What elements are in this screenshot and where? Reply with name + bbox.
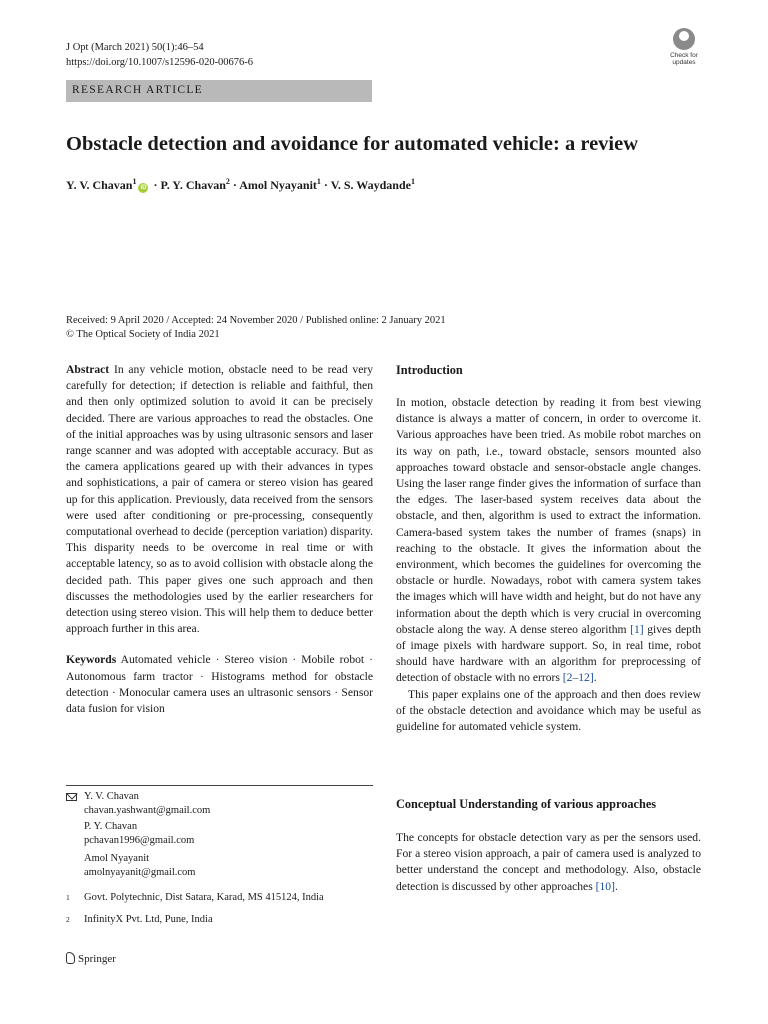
author-list: Y. V. Chavan$^1$iD · P. Y. Chavan$^2$ · Amol Nyayanit$^1$ · V. S. Waydande$^1$ bbox=[66, 177, 415, 192]
history-line: Received: 9 April 2020 / Accepted: 24 November 2020 / Published online: 2 January 2021 bbox=[66, 315, 446, 326]
keywords-label: Keywords bbox=[66, 653, 117, 667]
citation-link[interactable]: [1] bbox=[630, 622, 644, 636]
affiliation: 2 InfinityX Pvt. Ltd, Pune, India bbox=[66, 914, 213, 925]
abstract-text: In any vehicle motion, obstacle need to be read very carefully for detection; if detection is reliable and faithful, then and then only optimized solution to avoid it can be precisely decided. There are various approaches to read the obstacles. One of the initial approaches was by using ultrasonic sensors and laser range scanner and was adopted with acceptable accuracy. But as the camera applications geared up with their advances in types and sophistications, a pair of camera or stereo vision has geared up for this application. Previously, data received from the sensors were used after conditioning or pre-processing, consequently computational overhead to decide (perception variation) disparity. This disparity needs to be overcome in real time or with acceptable latency, so as to avoid collision with obstacle along the decided path. This paper gives one such approach and then discusses the methodologies used by the earlier researchers for detection using stereo vision. This will help them to deduce better approach further in this area. bbox=[66, 363, 373, 636]
citation-link[interactable]: [10] bbox=[595, 879, 615, 893]
crossmark-icon bbox=[673, 28, 695, 50]
keywords-text: Automated vehicle · Stereo vision · Mobile robot · Autonomous farm tractor · Histograms method for obstacle detection · Monocular camera uses an ultrasonic sensors · Sensor data fusion for vision bbox=[66, 653, 374, 716]
envelope-icon bbox=[66, 793, 77, 801]
citation-link[interactable]: [2–12] bbox=[562, 671, 594, 685]
author-contact: Y. V. Chavan chavan.yashwant@gmail.com bbox=[84, 791, 211, 816]
author-name: Y. V. Chavan bbox=[66, 178, 133, 192]
abstract-section bbox=[66, 362, 373, 717]
article-type-label: RESEARCH ARTICLE bbox=[72, 84, 203, 96]
introduction-heading: Introduction bbox=[396, 363, 463, 377]
introduction-paragraph: This paper explains one of the approach and then does review of the obstacle detection and avoidance which may be useful as guideline for automated vehicle system. bbox=[396, 687, 701, 734]
author-contact: P. Y. Chavan pchavan1996@gmail.com bbox=[84, 821, 195, 846]
correspondence-block bbox=[66, 790, 373, 929]
springer-horse-icon bbox=[66, 952, 75, 964]
journal-citation: J Opt (March 2021) 50(1):46–54 bbox=[66, 42, 204, 53]
email-link[interactable]: chavan.yashwant@gmail.com bbox=[84, 805, 211, 816]
author-name: V. S. Waydande bbox=[330, 178, 411, 192]
paper-title: Obstacle detection and avoidance for automated vehicle: a review bbox=[66, 133, 639, 155]
introduction-paragraph: In motion, obstacle detection by reading it from best viewing distance is always a matter of concern, in order to overcome it. Various approaches have been tried. As mobile robot marches on its way on path, i.e., toward obstacle, sensors mounted also approaches toward obstacle and sensor-obstacle angle changes. Using the laser range finder gives the information of surface than the edges. The laser-based system receives data about the obstacle, and then, algorithm is used to extract the information. Camera-based system takes the number of frames (snaps) in reaching to the obstacle. It gives the information about the environment, which becomes the guidelines for overcoming the obstacle or hurdle. Nowadays, robot with camera system takes the images which will have width and height, but do not have any information about the depth which is very crucial in overcoming obstacle along the way. A dense stereo algorithm [1] gives depth of image pixels with hardware support. So, in real time, robot should have hardware with an algorithm for preprocessing of detection of obstacle with no errors [2–12]. bbox=[396, 396, 701, 685]
crossmark-label: Check for updates bbox=[670, 52, 698, 66]
abstract-paragraph bbox=[66, 362, 373, 637]
doi-link[interactable]: https://doi.org/10.1007/s12596-020-00676-6 bbox=[66, 57, 254, 68]
conceptual-heading: Conceptual Understanding of various approaches bbox=[396, 797, 657, 811]
conceptual-paragraph: The concepts for obstacle detection vary as per the sensors used. For a stereo vision approach, a pair of camera used is analyzed to better understand the concept and methodology. Also, obstacle detection is discussed by other approaches [10]. bbox=[396, 831, 701, 893]
publication-dates bbox=[66, 314, 446, 342]
copyright-line: © The Optical Society of India 2021 bbox=[66, 329, 220, 340]
author-contact: Amol Nyayanit amolnyayanit@gmail.com bbox=[84, 853, 196, 878]
affiliation: 1 Govt. Polytechnic, Dist Satara, Karad, MS 415124, India bbox=[66, 892, 324, 903]
orcid-icon[interactable]: iD bbox=[140, 185, 147, 191]
keywords-paragraph bbox=[66, 652, 373, 717]
article-type-banner bbox=[66, 80, 372, 102]
email-link[interactable]: pchavan1996@gmail.com bbox=[84, 835, 195, 846]
introduction-body bbox=[396, 395, 701, 735]
check-for-updates-badge[interactable] bbox=[664, 28, 704, 72]
conceptual-body bbox=[396, 830, 701, 895]
author-name: P. Y. Chavan bbox=[160, 178, 226, 192]
email-link[interactable]: amolnyayanit@gmail.com bbox=[84, 867, 196, 878]
publisher-name: Springer bbox=[78, 953, 116, 965]
publisher-footer bbox=[66, 952, 116, 965]
footnote-divider bbox=[66, 785, 373, 786]
author-name: Amol Nyayanit bbox=[239, 178, 317, 192]
abstract-label: Abstract bbox=[66, 363, 110, 376]
journal-header bbox=[66, 40, 253, 70]
